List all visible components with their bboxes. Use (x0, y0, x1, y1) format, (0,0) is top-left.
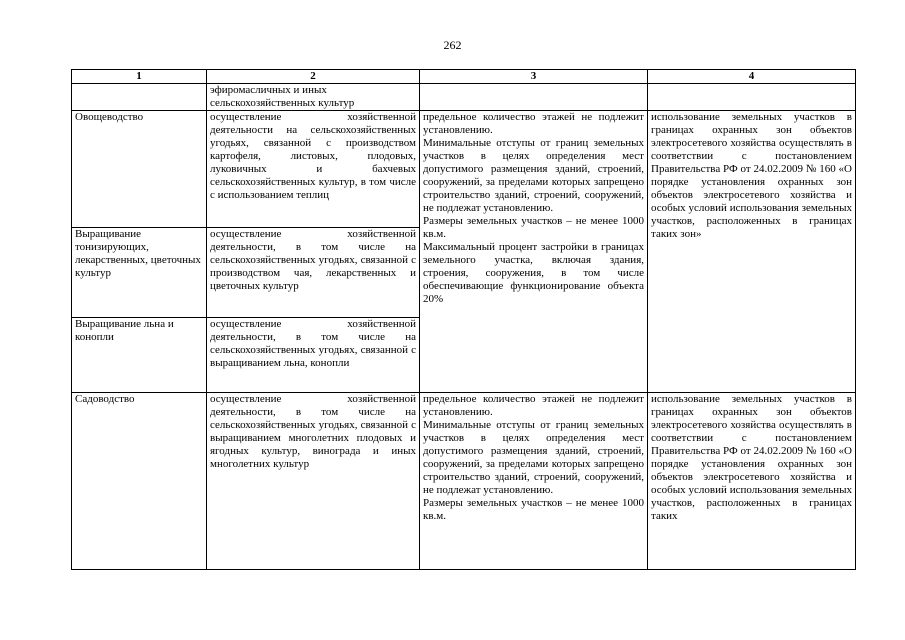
table-row-continuation (72, 84, 856, 111)
param-setbacks: Минимальные отступы от границ земельных участков в целях определения мест допустимого размещения зданий, строений, сооружений, за пределами которых запрещено строительство зданий, строений, сооружений, не подлежат установлению. (423, 419, 644, 496)
params-garden (420, 393, 648, 570)
page-number: 262 (443, 38, 462, 52)
use-name-vegetable: Овощеводство (72, 111, 207, 228)
zoning-table (71, 69, 856, 570)
activity-vegetable: осуществление хозяйственной деятельности на сельскохозяйственных угодьях, связанной с производством картофеля, листовых, плодовых, луковичных и бахчевых сельскохозяйственных культур, в том числе с использованием теплиц (207, 111, 420, 228)
header-col-4: 4 (648, 70, 856, 84)
param-plot-size: Размеры земельных участков – не менее 1000 кв.м. (423, 215, 644, 240)
activity-flax: осуществление хозяйственной деятельности, в том числе на сельскохозяйственных угодьях, связанной с выращиванием льна, конопли (207, 318, 420, 393)
continuation-name-cell (72, 84, 207, 111)
param-floors: предельное количество этажей не подлежит установлению. (423, 393, 644, 418)
continuation-activity-cell: эфиромасличных и иных сельскохозяйственных культур (207, 84, 420, 111)
params-group-1 (420, 111, 648, 393)
param-coverage: Максимальный процент застройки в границах земельного участка, включая здания, строения, сооружения, в том числе обеспечивающие функционирование объекта 20% (423, 241, 644, 305)
header-row (72, 70, 856, 84)
use-name-tonic: Выращивание тонизирующих, лекарственных, цветочных культур (72, 228, 207, 318)
param-setbacks: Минимальные отступы от границ земельных участков в целях определения мест допустимого размещения зданий, строений, сооружений, за пределами которых запрещено строительство зданий, строений, сооружений, не подлежат установлению. (423, 137, 644, 214)
header-col-3: 3 (420, 70, 648, 84)
restrictions-group-1: использование земельных участков в границах охранных зон объектов электросетевого хозяйства осуществлять в соответствии с постановлением Правительства РФ от 24.02.2009 № 160 «О порядке установления охранных зон объектов электросетевого хозяйства и особых условий использования земельных участков, расположенных в границах таких зон» (648, 111, 856, 393)
use-name-garden: Садоводство (72, 393, 207, 570)
table-row-garden (72, 393, 856, 570)
use-name-flax: Выращивание льна и конопли (72, 318, 207, 393)
restrictions-garden: использование земельных участков в границах охранных зон объектов электросетевого хозяйства осуществлять в соответствии с постановлением Правительства РФ от 24.02.2009 № 160 «О порядке установления охранных зон объектов электросетевого хозяйства и особых условий использования земельных участков, расположенных в границах таких (648, 393, 856, 570)
continuation-restrictions-cell (648, 84, 856, 111)
continuation-params-cell (420, 84, 648, 111)
table-row-vegetable (72, 111, 856, 228)
header-col-1: 1 (72, 70, 207, 84)
activity-tonic: осуществление хозяйственной деятельности, в том числе на сельскохозяйственных угодьях, связанной с производством чая, лекарственных и цветочных культур (207, 228, 420, 318)
param-floors: предельное количество этажей не подлежит установлению. (423, 111, 644, 136)
activity-garden: осуществление хозяйственной деятельности, в том числе на сельскохозяйственных угодьях, связанной с выращиванием многолетних плодовых и ягодных культур, винограда и иных многолетних культур (207, 393, 420, 570)
header-col-2: 2 (207, 70, 420, 84)
param-plot-size: Размеры земельных участков – не менее 1000 кв.м. (423, 497, 644, 522)
